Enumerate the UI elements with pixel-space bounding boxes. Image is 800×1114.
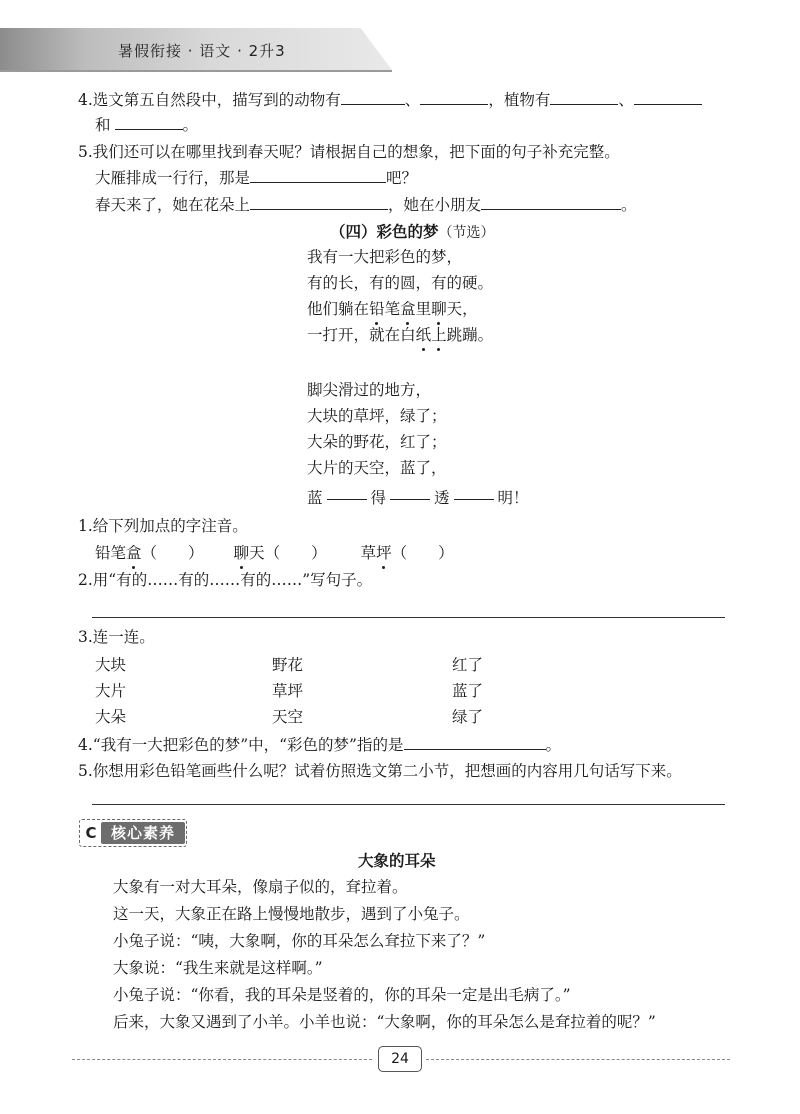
match-item[interactable]: 天空 — [272, 708, 304, 726]
story-title: 大象的耳朵 — [358, 852, 436, 870]
poem-title-text: （四）彩色的梦 — [330, 223, 439, 241]
poem-line: 大朵的野花，红了； — [307, 433, 447, 451]
answer-paren[interactable]: （ ） — [141, 544, 204, 562]
separator: 、 — [618, 91, 634, 109]
match-item[interactable]: 蓝了 — [452, 682, 484, 700]
poem-char: 里 — [415, 300, 432, 318]
answer-blank[interactable] — [250, 166, 386, 183]
dash — [327, 499, 367, 500]
writing-line[interactable] — [92, 617, 725, 618]
poem-char: 。 — [477, 326, 494, 344]
punct: 。 — [545, 736, 562, 754]
match-item[interactable]: 绿了 — [452, 708, 484, 726]
poem-char: ， — [462, 300, 478, 318]
pinyin-item — [234, 544, 327, 562]
section-c-badge — [79, 819, 187, 847]
story-line: 小兔子说：“咦，大象啊，你的耳朵怎么耷拉下来了？” — [113, 932, 486, 950]
dash — [454, 499, 494, 500]
match-item[interactable]: 红了 — [452, 656, 484, 674]
poem-char: 蓝 — [307, 489, 323, 507]
q5-line1-post: 吧？ — [386, 169, 418, 187]
q4-text: 4.“我有一大把彩色的梦”中，“彩色的梦”指的是 — [78, 736, 404, 754]
header-title: 暑假衔接 · 语文 · 2升3 — [118, 42, 286, 60]
separator: 、 — [404, 91, 421, 109]
poem-line: 有的长，有的圆，有的硬。 — [307, 274, 494, 292]
poem-line: 我有一大把彩色的梦， — [307, 248, 463, 266]
poem-question-2: 2.用“有的……有的……有的……”写句子。 — [78, 571, 373, 589]
punct: 。 — [621, 196, 637, 214]
poem-char: 天 — [446, 300, 463, 318]
question-4-cont-text: 和 — [95, 116, 111, 134]
answer-blank[interactable] — [481, 193, 621, 210]
poem-char: 躺 — [338, 300, 354, 318]
story-line: 大象说：“我生来就是这样啊。” — [113, 959, 323, 977]
match-col-2 — [272, 652, 303, 730]
poem-line — [307, 324, 493, 346]
poem-char: 蹦 — [462, 326, 478, 344]
section-letter: C — [85, 824, 97, 842]
poem-question-5: 5.你想用彩色铅笔画些什么呢？试着仿照选文第二小节，把想画的内容用几句话写下来。 — [78, 762, 682, 780]
poem-char: 在 — [384, 326, 401, 344]
q5-line2-pre: 春天来了，她在花朵上 — [95, 196, 251, 214]
poem-char: 就 — [369, 326, 385, 344]
poem-line: 大片的天空，蓝了， — [307, 459, 447, 477]
match-item[interactable]: 大朵 — [95, 708, 127, 726]
poem-char: 透 — [434, 489, 450, 507]
poem-char: 打 — [322, 326, 339, 344]
poem-char: 明！ — [497, 489, 529, 507]
match-item[interactable]: 草坪 — [272, 682, 304, 700]
poem-char: 笔 — [384, 300, 401, 318]
word-part: 天 — [249, 544, 265, 562]
poem-char: 他 — [307, 300, 323, 318]
dash — [390, 499, 430, 500]
story-line: 小兔子说：“你看，我的耳朵是竖着的，你的耳朵一定是出毛病了。” — [113, 986, 571, 1004]
dotted-char: 聊 — [431, 300, 447, 318]
dotted-char: 上 — [431, 326, 447, 344]
story-line: 这一天，大象正在路上慢慢地散步，遇到了小兔子。 — [113, 905, 470, 923]
poem-char: ， — [353, 326, 370, 344]
answer-paren[interactable]: （ ） — [264, 544, 327, 562]
question-5-line1 — [95, 166, 417, 189]
answer-paren[interactable]: （ ） — [391, 544, 454, 562]
answer-blank[interactable] — [634, 88, 702, 105]
page-number: 24 — [378, 1046, 422, 1072]
word-part: 草 — [360, 544, 377, 562]
poem-line: 大块的草坪，绿了； — [307, 407, 447, 425]
pinyin-items — [95, 542, 454, 564]
question-4-cont — [95, 113, 198, 136]
question-4-mid: ，植物有 — [488, 91, 551, 109]
q5-line1-pre: 大雁排成一行行，那是 — [95, 169, 251, 187]
punct: 。 — [182, 116, 199, 134]
match-col-1 — [95, 652, 126, 730]
q5-line2-mid: ，她在小朋友 — [388, 196, 482, 214]
story-line: 后来，大象又遇到了小羊。小羊也说：“大象啊，你的耳朵怎么是耷拉着的呢？” — [113, 1013, 656, 1031]
match-item[interactable]: 大片 — [95, 682, 127, 700]
poem-question-1: 1.给下列加点的字注音。 — [78, 517, 248, 535]
poem-title — [330, 220, 495, 242]
dotted-char: 盒 — [126, 544, 142, 562]
dotted-char: 聊 — [233, 544, 250, 562]
poem-line: 脚尖滑过的地方， — [307, 381, 432, 399]
answer-blank[interactable] — [115, 113, 183, 130]
dotted-char: 坪 — [376, 544, 392, 562]
poem-char: 得 — [370, 489, 387, 507]
answer-blank[interactable] — [420, 88, 488, 105]
dotted-char: 铅 — [369, 300, 385, 318]
header-rule — [0, 70, 392, 72]
question-5: 5.我们还可以在哪里找到春天呢？请根据自己的想象，把下面的句子补充完整。 — [78, 143, 620, 161]
pinyin-item — [95, 544, 204, 562]
footer-rule-right — [426, 1059, 730, 1060]
poem-last-line — [307, 487, 529, 509]
match-item[interactable]: 野花 — [272, 656, 304, 674]
dotted-char: 盒 — [400, 300, 416, 318]
answer-blank[interactable] — [404, 733, 546, 750]
story-line: 大象有一对大耳朵，像扇子似的，耷拉着。 — [113, 878, 408, 896]
poem-char: 们 — [322, 300, 339, 318]
poem-char: 在 — [353, 300, 370, 318]
question-4-text: 4.选文第五自然段中，描写到的动物有 — [78, 91, 341, 109]
question-4 — [78, 88, 702, 111]
poem-question-3: 3.连一连。 — [78, 628, 155, 646]
answer-blank[interactable] — [341, 88, 405, 105]
footer-rule-left — [72, 1059, 372, 1060]
poem-char: 跳 — [446, 326, 463, 344]
poem-question-4 — [78, 733, 561, 756]
poem-line — [307, 298, 478, 320]
pinyin-item — [361, 544, 454, 562]
poem-char: 白 — [400, 326, 416, 344]
section-label: 核心素养 — [101, 822, 185, 844]
match-item[interactable]: 大块 — [95, 656, 127, 674]
poem-char: 一 — [307, 326, 323, 344]
answer-blank[interactable] — [250, 193, 388, 210]
writing-line[interactable] — [92, 804, 725, 805]
poem-title-note: （节选） — [438, 225, 495, 241]
match-col-3 — [452, 652, 483, 730]
poem-char: 开 — [338, 326, 354, 344]
dotted-char: 纸 — [415, 326, 432, 344]
word-part: 铅笔 — [95, 544, 127, 562]
question-5-line2 — [95, 193, 637, 216]
answer-blank[interactable] — [550, 88, 618, 105]
